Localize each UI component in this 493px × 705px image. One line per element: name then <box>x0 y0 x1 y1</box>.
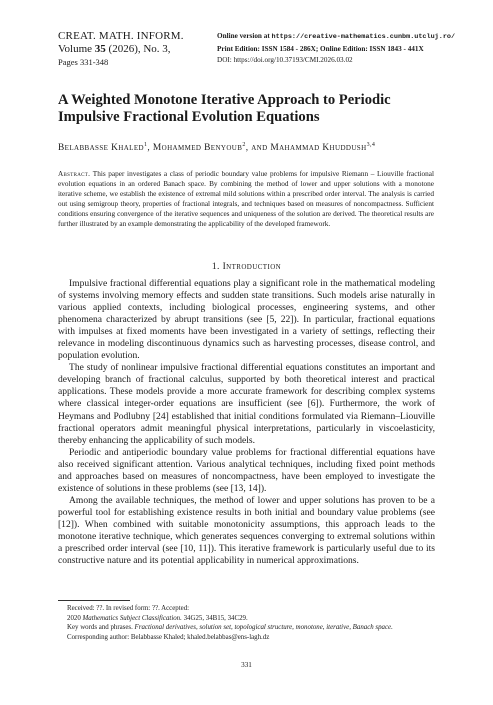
doi-link[interactable]: DOI: https://doi.org/10.37193/CMI.2026.03.02 <box>217 56 353 64</box>
journal-header <box>58 30 184 68</box>
online-url-link[interactable]: https://creative-mathematics.cunbm.utcluj.ro/ <box>271 33 456 41</box>
online-version: Online version at https://creative-mathematics.cunbm.utcluj.ro/ <box>217 32 456 41</box>
footnotes <box>58 604 435 642</box>
received-dates: Received: ??. In revised form: ??. Accepted: <box>67 605 190 612</box>
footnote-divider <box>58 600 130 601</box>
body-text <box>58 278 435 567</box>
abstract-label: Abstract. <box>58 170 91 178</box>
journal-volume: Volume 35 (2026), No. 3, <box>58 43 171 55</box>
author-list: Belabbasse Khaled$^1$, Mohammed Benyoub$^2$, and Mahammad Khuddush$^{3,4}$ <box>58 142 376 154</box>
abstract-text: This paper investigates a class of periodic boundary value problems for impulsive Riemann – Liouville fractional evolution equations in an ordered Banach space. By combining the method of lower and upper solutions with a monotone iterative scheme, we establish the existence of extremal mild solutions within a prescribed order interval. The analysis is carried out using semigroup theory, properties of fractional integrals, and techniques based on measures of noncompactness. Sufficient conditions ensuring convergence of the iterative sequences and uniqueness of the solution are derived. The theoretical results are further illustrated by an example demonstrating the applicability of the developed framework. <box>58 170 434 228</box>
corresponding-author: Corresponding author: Belabbasse Khaled; khaled.belabbas@ens-lagh.dz <box>67 633 270 641</box>
page-number: 331 <box>241 661 252 669</box>
journal-pages: Pages 331-348 <box>58 57 109 67</box>
issn-info: Print Edition: ISSN 1584 - 286X; Online Edition: ISSN 1843 - 441X <box>217 44 424 53</box>
author-1: Belabbasse Khaled <box>58 143 144 154</box>
msc-classification: 2020 Mathematics Subject Classification. 34G25, 34B15, 34C29. <box>67 614 248 622</box>
volume-number: 35 <box>94 43 106 55</box>
abstract <box>58 170 434 229</box>
paragraph: Impulsive fractional differential equations play a significant role in the mathematical modeling of systems involving memory effects and sudden state transitions. Such models arise naturally in various applied contexts, including biological processes, engineering systems, and other phenomena characterized by abrupt transitions (see [5, 22]). In particular, fractional equations with impulses at fixed moments have been investigated in a variety of settings, reflecting their relevance in modeling discontinuous dynamics such as harvesting processes, disease control, and population evolution. <box>58 278 435 362</box>
author-2: Mohammed Benyoub <box>152 143 243 154</box>
section-heading: 1. Introduction <box>211 262 282 272</box>
paragraph: Periodic and antiperiodic boundary value problems for fractional differential equations have also received significant attention. Various analytical techniques, including fixed point methods and approaches based on measures of noncompactness, have been employed to investigate the existence of solutions in these problems (see [13, 14]). <box>58 446 435 494</box>
keywords: Key words and phrases. Fractional derivatives, solution set, topological structure, monotone, iterative, Banach space. <box>67 624 393 632</box>
paragraph: The study of nonlinear impulsive fractional differential equations constitutes an important and developing branch of fractional calculus, supported by both theoretical interest and practical applications. These models provide a more accurate framework for describing complex systems where classical integer-order equations are insufficient (see [6]). Furthermore, the work of Heymans and Podlubny [24] established that initial conditions formulated via Riemann–Liouville fractional operators admit meaningful physical interpretations, particularly in viscoelasticity, thereby enhancing the applicability of such models. <box>58 362 435 446</box>
publication-info <box>217 31 467 67</box>
author-3: Mahammad Khuddush <box>270 143 367 154</box>
journal-name: CREAT. MATH. INFORM. <box>58 30 184 42</box>
paragraph: Among the available techniques, the method of lower and upper solutions has proven to be a powerful tool for establishing existence results in both initial and boundary value problems (see [12]). When combined with suitable monotonicity assumptions, this approach leads to the monotone iterative technique, which generates sequences converging to extremal solutions within a prescribed order interval (see [10, 11]). This iterative framework is particularly useful due to its constructive nature and its potential applicability in numerical approximations. <box>58 494 435 567</box>
paper-title: A Weighted Monotone Iterative Approach to Periodic Impulsive Fractional Evolution Equations <box>58 92 391 125</box>
